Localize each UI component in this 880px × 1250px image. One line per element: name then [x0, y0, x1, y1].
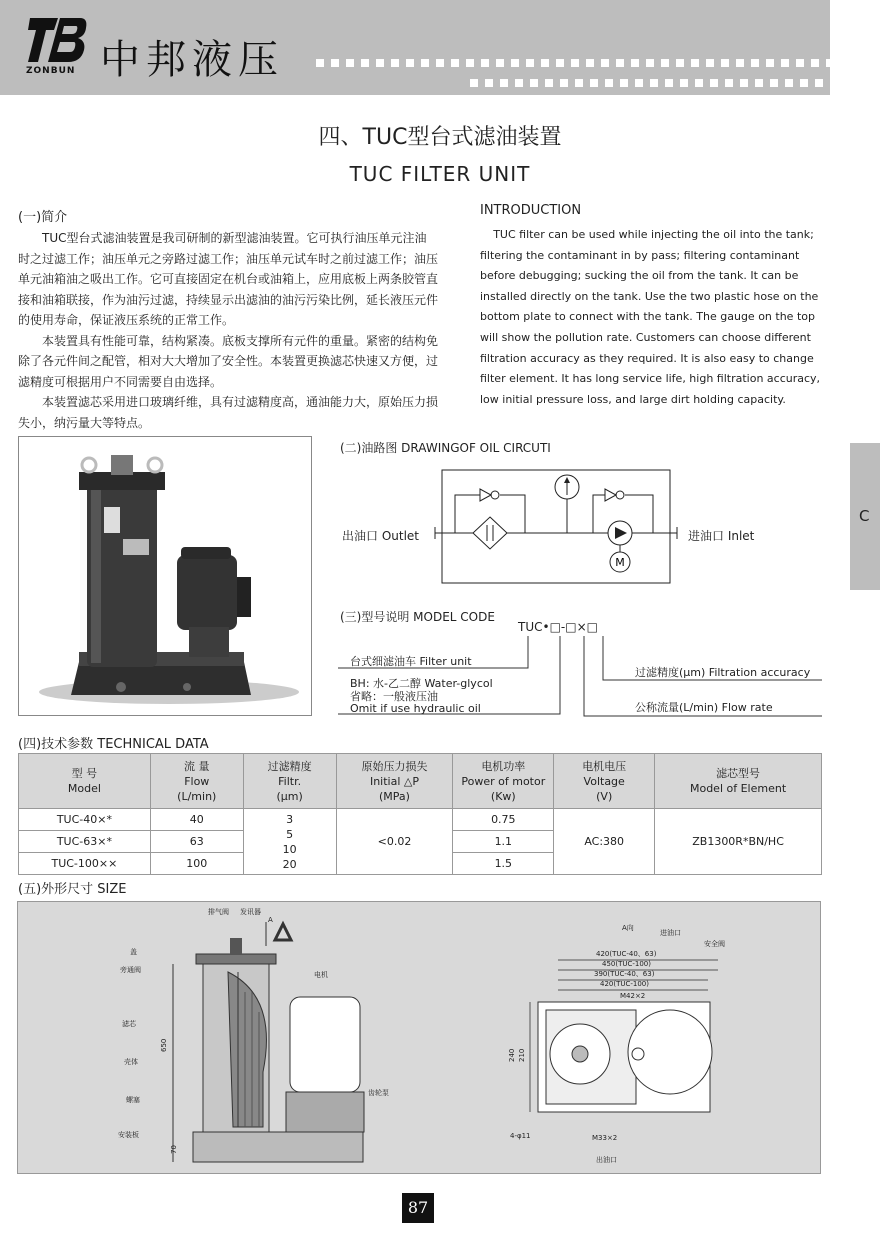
- cell-model: TUC-100××: [19, 853, 151, 875]
- size-label: 旁通阀: [120, 966, 141, 974]
- size-label: 420(TUC-40、63): [596, 950, 657, 958]
- size-drawing: [18, 902, 820, 1173]
- intro-heading-zh: (一)简介: [18, 210, 68, 225]
- product-photo: [18, 436, 312, 716]
- model-code-heading: (三)型号说明 MODEL CODE: [340, 610, 495, 624]
- col-filtr: 过滤精度 Filtr. (μm): [243, 754, 336, 809]
- model-omit-en: Omit if use hydraulic oil: [350, 702, 481, 715]
- size-label: 螺塞: [126, 1096, 140, 1104]
- cell-power: 1.5: [453, 853, 554, 875]
- cell-voltage: AC:380: [554, 809, 655, 875]
- col-pressure: 原始压力损失 Initial △P (MPa): [336, 754, 453, 809]
- cell-flow: 100: [150, 853, 243, 875]
- col-power: 电机功率 Power of motor (Kw): [453, 754, 554, 809]
- col-flow: 流 量 Flow (L/min): [150, 754, 243, 809]
- size-label: 发讯器: [240, 908, 261, 916]
- size-label: 滤芯: [122, 1020, 136, 1028]
- cell-flow: 63: [150, 831, 243, 853]
- size-label: 壳体: [124, 1058, 138, 1066]
- table-header-row: [19, 754, 822, 809]
- cell-power: 0.75: [453, 809, 554, 831]
- page-title-zh: 四、TUC型台式滤油装置: [318, 125, 562, 150]
- model-flow-rate: 公称流量(L/min) Flow rate: [635, 701, 773, 714]
- intro-paragraph: 本装置滤芯采用进口玻璃纤维，具有过滤精度高，通油能力大，原始压力损失小，纳污量大等特点。: [18, 395, 439, 430]
- size-label: 出油口: [596, 1156, 617, 1164]
- intro-paragraph-en: TUC filter can be used while injecting the oil into the tank; filtering the contaminant in by pass; filtering contaminant before debugging; sucking the oil from the tank. It can be installed directly on the tank. Use the two plastic hose on the bottom plate to connect with the tank. The gauge on the top will show the pollution rate. Customers can choose different filtration accuracy as they required. It is also easy to change filter element. It has long service life, high filtration accuracy, low initial pressure loss, and large dirt holding capacity.: [480, 228, 821, 406]
- size-label: 70: [170, 1145, 178, 1154]
- motor-symbol: M: [615, 556, 625, 569]
- intro-text-zh: [18, 228, 438, 433]
- cell-filtr: 3 5 10 20: [243, 809, 336, 875]
- intro-heading-en: INTRODUCTION: [480, 203, 582, 218]
- cell-power: 1.1: [453, 831, 554, 853]
- circuit-heading: (二)油路图 DRAWINGOF OIL CIRCUTI: [340, 441, 551, 455]
- size-label: 420(TUC-100): [600, 980, 649, 988]
- cell-model: TUC-63×*: [19, 831, 151, 853]
- size-heading: (五)外形尺寸 SIZE: [18, 882, 127, 897]
- col-voltage: 电机电压 Voltage (V): [554, 754, 655, 809]
- oil-circuit-diagram: [425, 465, 690, 590]
- page-title-en: TUC FILTER UNIT: [349, 162, 531, 186]
- model-filter-unit: 台式细滤油车 Filter unit: [350, 655, 472, 668]
- section-tab: [850, 443, 880, 590]
- size-label: A: [268, 916, 273, 924]
- size-label: 450(TUC-100): [602, 960, 651, 968]
- zonbun-logo: [28, 16, 88, 64]
- page-number: 87: [402, 1193, 434, 1223]
- size-label: 盖: [130, 948, 137, 956]
- size-label: 进油口: [660, 929, 681, 937]
- cell-pressure: <0.02: [336, 809, 453, 875]
- model-bh: BH: 水-乙二醇 Water-glycol: [350, 677, 493, 690]
- size-drawing-panel: [17, 901, 821, 1174]
- col-element: 滤芯型号 Model of Element: [655, 754, 822, 809]
- col-model: 型 号 Model: [19, 754, 151, 809]
- model-omit-zh: 省略：一般液压油: [350, 690, 438, 703]
- cell-element: ZB1300R*BN/HC: [655, 809, 822, 875]
- size-label: 390(TUC-40、63): [594, 970, 655, 978]
- intro-paragraph: 本装置具有性能可靠，结构紧凑。底板支撑所有元件的重量。紧密的结构免除了各元件间之配管，相对大大增加了安全性。本装置更换滤芯快速又方便，过滤精度可根据用户不同需要自由选择。: [18, 333, 439, 389]
- outlet-label: 出油口 Outlet: [342, 529, 419, 543]
- technical-table: [18, 753, 822, 875]
- size-label: 齿轮泵: [368, 1089, 389, 1097]
- size-label: 电机: [314, 971, 328, 979]
- size-label: 排气阀: [208, 908, 229, 916]
- size-label: 650: [160, 1038, 168, 1052]
- header-dots-row-1: [316, 59, 834, 67]
- size-label: 4-φ11: [510, 1132, 531, 1140]
- intro-paragraph: TUC型台式滤油装置是我司研制的新型滤油装置。它可执行油压单元注油时之过滤工作；油压单元之旁路过滤工作；油压单元试车时之前过滤工作；油压单元油箱油之吸出工作。它可直接固定在机台或油箱上，应用底板上两条胶管直接和油箱联接，作为油污过滤，持续显示出滤油的油污污染比例，延长液压元件的使用寿命，保证液压系统的正常工作。: [18, 231, 439, 327]
- model-code-format: TUC•□-□×□: [518, 620, 598, 634]
- intro-text-en: [480, 225, 825, 410]
- cell-model: TUC-40×*: [19, 809, 151, 831]
- size-label: 安装板: [118, 1131, 139, 1139]
- size-label: M42×2: [620, 992, 646, 1000]
- logo-subtitle: ZONBUN: [26, 66, 76, 76]
- model-accuracy: 过滤精度(μm) Filtration accuracy: [635, 666, 811, 679]
- technical-heading: (四)技术参数 TECHNICAL DATA: [18, 737, 209, 752]
- inlet-label: 进油口 Inlet: [688, 529, 755, 543]
- table-row: [19, 809, 822, 831]
- size-label: 安全阀: [704, 940, 725, 948]
- size-label: 240: [508, 1048, 516, 1062]
- header-dots-row-2: [470, 79, 823, 87]
- brand-name: 中邦液压: [100, 37, 284, 83]
- size-label: A向: [622, 924, 634, 932]
- cell-flow: 40: [150, 809, 243, 831]
- size-label: M33×2: [592, 1134, 618, 1142]
- section-tab-letter: C: [859, 507, 870, 525]
- size-label: 210: [518, 1048, 526, 1062]
